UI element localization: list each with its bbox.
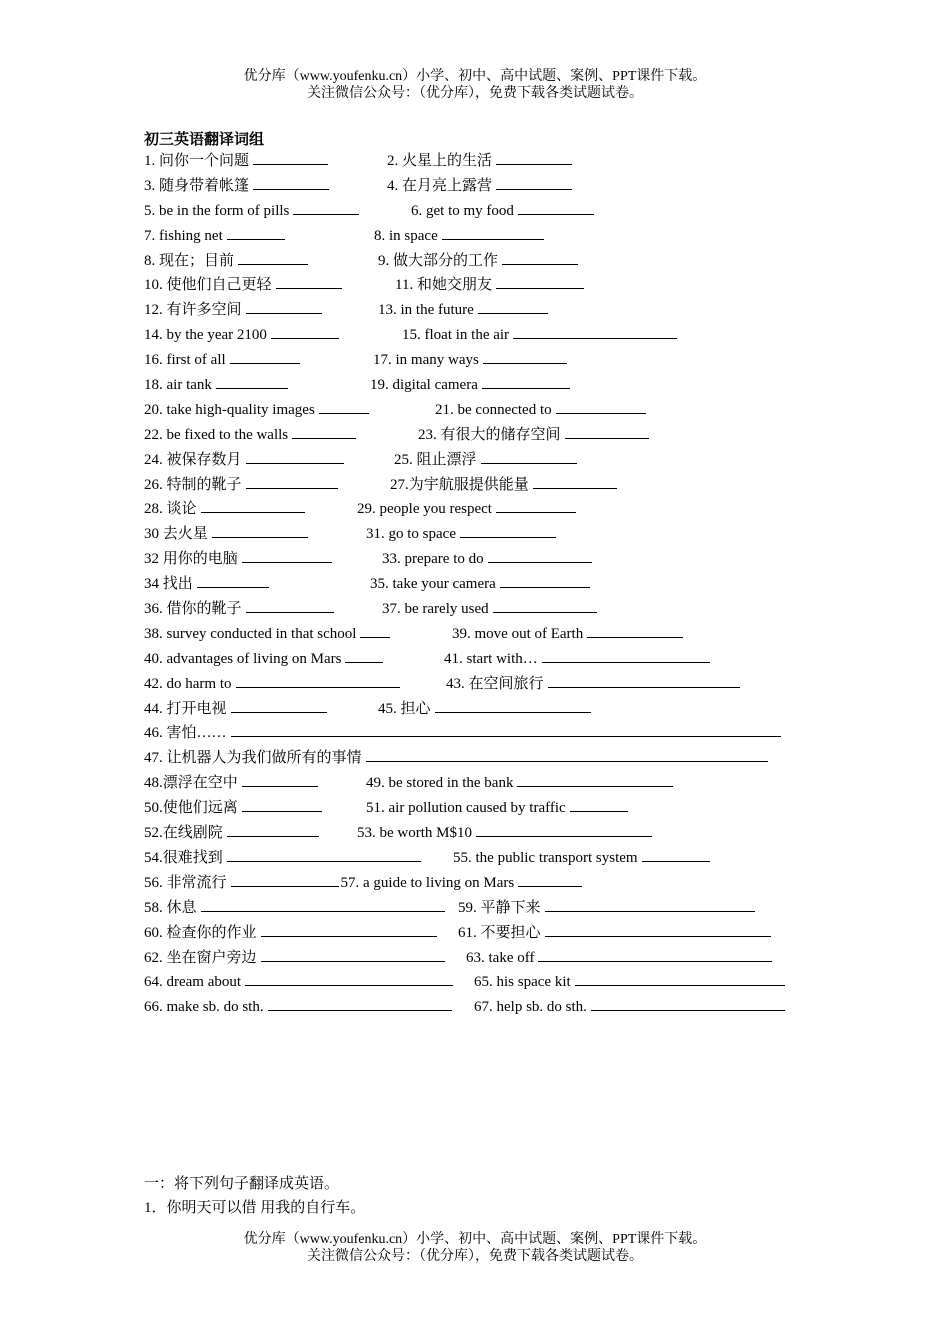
phrase-text: 55. the public transport system	[453, 849, 638, 866]
phrase-text: 29. people you respect	[357, 501, 492, 518]
phrase-text: 61. 不要担心	[458, 924, 541, 941]
phrase-item	[144, 548, 332, 570]
phrase-row	[144, 274, 824, 299]
phrase-item	[144, 250, 308, 272]
phrase-item	[144, 424, 356, 446]
phrase-item	[458, 897, 755, 919]
phrase-item	[144, 747, 768, 769]
answer-blank[interactable]	[587, 623, 683, 638]
phrase-item	[382, 598, 597, 620]
phrase-item	[144, 498, 305, 520]
phrase-item	[418, 424, 649, 446]
phrase-item	[144, 374, 288, 396]
phrase-text: 37. be rarely used	[382, 601, 489, 618]
answer-blank[interactable]	[197, 573, 269, 588]
header-line-2: 关注微信公众号：（优分库），免费下载各类试题试卷。	[307, 86, 643, 101]
phrase-item	[144, 175, 329, 197]
phrase-item	[453, 847, 710, 869]
answer-blank[interactable]	[231, 722, 781, 737]
phrase-row	[144, 399, 824, 424]
phrase-row	[144, 175, 824, 200]
answer-blank[interactable]	[268, 996, 452, 1011]
phrase-text: 46. 害怕……	[144, 725, 227, 742]
question-1: 1．你明天可以借 用我的自行车。	[144, 1200, 366, 1216]
phrase-row	[144, 872, 824, 897]
answer-blank[interactable]	[227, 822, 319, 837]
answer-blank[interactable]	[493, 598, 597, 613]
phrase-item	[394, 449, 577, 471]
phrase-text: 14. by the year 2100	[144, 327, 267, 344]
phrase-item	[378, 299, 548, 321]
phrase-text: 26. 特制的靴子	[144, 476, 242, 493]
phrase-text: 12. 有许多空间	[144, 302, 242, 319]
phrase-row	[144, 847, 824, 872]
phrase-text: 58. 休息	[144, 899, 197, 916]
phrase-row	[144, 623, 824, 648]
footer-line-2: 关注微信公众号：（优分库），免费下载各类试题试卷。	[307, 1249, 643, 1264]
phrase-text: 13. in the future	[378, 302, 474, 319]
phrase-text: 24. 被保存数月	[144, 451, 242, 468]
phrase-row	[144, 722, 824, 747]
phrase-item	[474, 971, 785, 993]
phrase-row	[144, 424, 824, 449]
phrase-item	[144, 673, 400, 695]
section-heading: 一：将下列句子翻译成英语。	[144, 1176, 340, 1192]
phrase-text: 34 找出	[144, 576, 193, 593]
phrase-item	[357, 498, 576, 520]
phrase-row	[144, 747, 824, 772]
answer-blank[interactable]	[261, 922, 437, 937]
phrase-text: 8. in space	[374, 227, 438, 244]
phrase-text: 56. 非常流行	[144, 874, 227, 891]
phrase-text: 22. be fixed to the walls	[144, 426, 289, 443]
phrase-row	[144, 648, 824, 673]
phrase-item	[382, 548, 592, 570]
answer-blank[interactable]	[500, 573, 590, 588]
phrase-row	[144, 797, 824, 822]
answer-blank[interactable]	[212, 523, 308, 538]
phrase-text: 59. 平静下来	[458, 899, 541, 916]
answer-blank[interactable]	[502, 250, 578, 265]
phrase-item	[474, 996, 785, 1018]
phrase-row	[144, 673, 824, 698]
phrase-row	[144, 200, 824, 225]
phrase-text: 65. his space kit	[474, 974, 571, 991]
answer-blank[interactable]	[271, 324, 339, 339]
answer-blank[interactable]	[556, 399, 646, 414]
phrase-text: 45. 担心	[378, 700, 431, 717]
phrase-item	[144, 225, 285, 247]
phrase-item	[357, 822, 652, 844]
answer-blank[interactable]	[548, 673, 740, 688]
phrase-text: 62. 坐在窗户旁边	[144, 949, 257, 966]
phrase-item	[144, 623, 390, 645]
phrase-text: 9. 做大部分的工作	[378, 252, 499, 269]
phrase-item	[144, 971, 453, 993]
phrase-item	[144, 648, 383, 670]
answer-blank[interactable]	[293, 200, 359, 215]
answer-blank[interactable]	[236, 673, 400, 688]
phrase-text: 18. air tank	[144, 377, 212, 394]
phrase-text: 52.在线剧院	[144, 825, 223, 842]
phrase-item	[458, 922, 771, 944]
answer-blank[interactable]	[230, 349, 300, 364]
phrase-item	[466, 947, 772, 969]
phrase-item	[144, 449, 344, 471]
phrase-text: 51. air pollution caused by traffic	[366, 800, 566, 817]
phrase-text: 35. take your camera	[370, 576, 496, 593]
phrase-row	[144, 897, 824, 922]
phrase-item	[144, 274, 342, 296]
phrase-item	[378, 698, 591, 720]
phrase-text: 31. go to space	[366, 526, 456, 543]
phrase-item	[144, 523, 308, 545]
phrase-row	[144, 349, 824, 374]
phrase-text: 16. first of all	[144, 352, 226, 369]
phrase-text: 67. help sb. do sth.	[474, 999, 587, 1016]
phrase-row	[144, 947, 824, 972]
answer-blank[interactable]	[227, 225, 285, 240]
phrase-item	[144, 200, 359, 222]
answer-blank[interactable]	[227, 847, 421, 862]
phrase-row	[144, 374, 824, 399]
phrase-item	[144, 598, 334, 620]
answer-blank[interactable]	[518, 200, 594, 215]
phrase-item	[144, 573, 269, 595]
phrase-item	[144, 922, 437, 944]
answer-blank[interactable]	[542, 648, 710, 663]
answer-blank[interactable]	[533, 474, 617, 489]
answer-blank[interactable]	[642, 847, 710, 862]
phrase-row	[144, 996, 824, 1021]
phrase-text: 32 用你的电脑	[144, 551, 238, 568]
phrase-row	[144, 772, 824, 797]
phrase-text: 11. 和她交朋友	[395, 277, 492, 294]
answer-blank[interactable]	[545, 897, 755, 912]
page-footer	[0, 1231, 950, 1265]
phrase-item	[341, 875, 583, 891]
answer-blank[interactable]	[513, 324, 677, 339]
answer-blank[interactable]	[481, 449, 577, 464]
phrase-text: 38. survey conducted in that school	[144, 625, 357, 642]
phrase-item	[144, 772, 318, 794]
phrase-text: 57. a guide to living on Mars	[340, 874, 515, 891]
phrase-text: 33. prepare to do	[382, 551, 484, 568]
phrase-text: 42. do harm to	[144, 675, 232, 692]
phrase-text: 53. be worth M$10	[357, 825, 472, 842]
phrase-item	[378, 250, 578, 272]
answer-blank[interactable]	[496, 175, 572, 190]
phrase-item	[374, 225, 544, 247]
answer-blank[interactable]	[435, 698, 591, 713]
answer-blank[interactable]	[253, 150, 328, 165]
answer-blank[interactable]	[201, 498, 305, 513]
phrase-item	[446, 673, 740, 695]
phrase-text: 39. move out of Earth	[452, 625, 584, 642]
answer-blank[interactable]	[366, 747, 768, 762]
answer-blank[interactable]	[238, 250, 308, 265]
phrase-item	[144, 847, 421, 869]
answer-blank[interactable]	[246, 474, 338, 489]
phrase-row	[144, 698, 824, 723]
phrase-text: 4. 在月亮上露营	[387, 177, 493, 194]
phrase-text: 5. be in the form of pills	[144, 202, 290, 219]
phrase-text: 7. fishing net	[144, 227, 223, 244]
phrase-item	[144, 822, 319, 844]
answer-blank[interactable]	[565, 424, 649, 439]
phrase-text: 43. 在空间旅行	[446, 675, 544, 692]
phrase-item	[144, 150, 328, 172]
phrase-item	[373, 349, 567, 371]
worksheet-title: 初三英语翻译词组	[144, 132, 265, 148]
phrase-item	[144, 324, 339, 346]
phrase-item	[144, 797, 322, 819]
answer-blank[interactable]	[261, 947, 445, 962]
phrase-item	[411, 200, 594, 222]
phrase-item	[395, 274, 584, 296]
phrase-row	[144, 150, 824, 175]
answer-blank[interactable]	[201, 897, 445, 912]
phrase-row	[144, 573, 824, 598]
phrase-text: 30 去火星	[144, 526, 208, 543]
phrase-text: 15. float in the air	[402, 327, 510, 344]
phrase-text: 44. 打开电视	[144, 700, 227, 717]
answer-blank[interactable]	[483, 349, 567, 364]
phrase-text: 47. 让机器人为我们做所有的事情	[144, 750, 362, 767]
phrase-item	[366, 523, 556, 545]
phrase-item	[144, 996, 452, 1018]
phrase-row	[144, 250, 824, 275]
phrase-item	[370, 374, 570, 396]
phrase-text: 19. digital camera	[370, 377, 478, 394]
answer-blank[interactable]	[538, 947, 772, 962]
phrase-item	[144, 399, 369, 421]
answer-blank[interactable]	[496, 150, 572, 165]
phrase-item	[444, 648, 710, 670]
phrase-item	[144, 947, 445, 969]
answer-blank[interactable]	[276, 274, 342, 289]
phrase-item	[387, 150, 572, 172]
phrase-item	[144, 474, 338, 496]
answer-blank[interactable]	[242, 772, 318, 787]
phrase-text: 8. 现在；目前	[144, 252, 235, 269]
phrase-item	[370, 573, 590, 595]
answer-blank[interactable]	[231, 698, 327, 713]
header-line-1: 优分库（www.youfenku.cn）小学、初中、高中试题、案例、PPT课件下载。	[243, 69, 707, 84]
answer-blank[interactable]	[442, 225, 544, 240]
answer-blank[interactable]	[345, 648, 383, 663]
answer-blank[interactable]	[319, 399, 369, 414]
phrase-row	[144, 822, 824, 847]
phrase-row	[144, 523, 824, 548]
answer-blank[interactable]	[242, 797, 322, 812]
phrase-row	[144, 598, 824, 623]
phrase-text: 2. 火星上的生活	[387, 153, 493, 169]
phrase-item	[144, 722, 781, 744]
phrase-text: 3. 随身带着帐篷	[144, 177, 250, 194]
phrase-item	[387, 175, 572, 197]
phrase-text: 6. get to my food	[411, 202, 514, 219]
answer-blank[interactable]	[482, 374, 570, 389]
answer-blank[interactable]	[496, 498, 576, 513]
answer-blank[interactable]	[246, 299, 322, 314]
phrase-item	[452, 623, 683, 645]
phrase-text: 23. 有很大的储存空间	[418, 426, 561, 443]
phrase-text: 20. take high-quality images	[144, 401, 315, 418]
answer-blank[interactable]	[517, 772, 673, 787]
answer-blank[interactable]	[216, 374, 288, 389]
phrase-text: 40. advantages of living on Mars	[144, 650, 342, 667]
answer-blank[interactable]	[242, 548, 332, 563]
phrase-text: 63. take off	[466, 949, 535, 966]
answer-blank[interactable]	[591, 996, 785, 1011]
page-header	[0, 68, 950, 102]
phrase-item	[144, 698, 327, 720]
answer-blank[interactable]	[496, 274, 584, 289]
phrase-item	[144, 875, 339, 891]
phrase-text: 25. 阻止漂浮	[394, 451, 477, 468]
phrase-text: 50.使他们远离	[144, 800, 238, 817]
phrase-text: 27.为宇航服提供能量	[390, 476, 529, 493]
phrase-text: 49. be stored in the bank	[366, 775, 514, 792]
answer-blank[interactable]	[246, 449, 344, 464]
phrase-row	[144, 498, 824, 523]
phrase-text: 54.很难找到	[144, 849, 223, 866]
answer-blank[interactable]	[246, 598, 334, 613]
phrase-item	[390, 474, 617, 496]
answer-blank[interactable]	[575, 971, 785, 986]
phrase-row	[144, 922, 824, 947]
answer-blank[interactable]	[545, 922, 771, 937]
phrase-row	[144, 225, 824, 250]
answer-blank[interactable]	[231, 872, 339, 887]
phrase-row	[144, 449, 824, 474]
answer-blank[interactable]	[460, 523, 556, 538]
phrase-item	[144, 299, 322, 321]
phrase-item	[366, 797, 628, 819]
answer-blank[interactable]	[488, 548, 592, 563]
footer-line-1: 优分库（www.youfenku.cn）小学、初中、高中试题、案例、PPT课件下载。	[243, 1232, 707, 1247]
answer-blank[interactable]	[245, 971, 453, 986]
phrase-text: 60. 检查你的作业	[144, 924, 257, 941]
phrase-text: 48.漂浮在空中	[144, 775, 238, 792]
phrase-text: 21. be connected to	[435, 401, 552, 418]
phrase-text: 1. 问你一个问题	[144, 153, 250, 169]
phrase-text: 28. 谈论	[144, 501, 197, 518]
phrase-text: 41. start with…	[444, 650, 538, 667]
answer-blank[interactable]	[518, 872, 582, 887]
answer-blank[interactable]	[292, 424, 356, 439]
phrase-text: 10. 使他们自己更轻	[144, 277, 272, 294]
phrase-row	[144, 548, 824, 573]
answer-blank[interactable]	[570, 797, 628, 812]
phrase-row	[144, 474, 824, 499]
phrase-item	[366, 772, 673, 794]
phrase-list	[144, 150, 824, 1021]
answer-blank[interactable]	[478, 299, 548, 314]
phrase-item	[435, 399, 646, 421]
phrase-text: 36. 借你的靴子	[144, 601, 242, 618]
answer-blank[interactable]	[253, 175, 329, 190]
phrase-row	[144, 299, 824, 324]
phrase-row	[144, 324, 824, 349]
answer-blank[interactable]	[360, 623, 390, 638]
phrase-text: 17. in many ways	[373, 352, 479, 369]
phrase-text: 66. make sb. do sth.	[144, 999, 264, 1016]
phrase-row	[144, 971, 824, 996]
phrase-text: 64. dream about	[144, 974, 242, 991]
phrase-item	[144, 897, 445, 919]
phrase-item	[144, 349, 300, 371]
phrase-item	[402, 324, 677, 346]
answer-blank[interactable]	[476, 822, 652, 837]
